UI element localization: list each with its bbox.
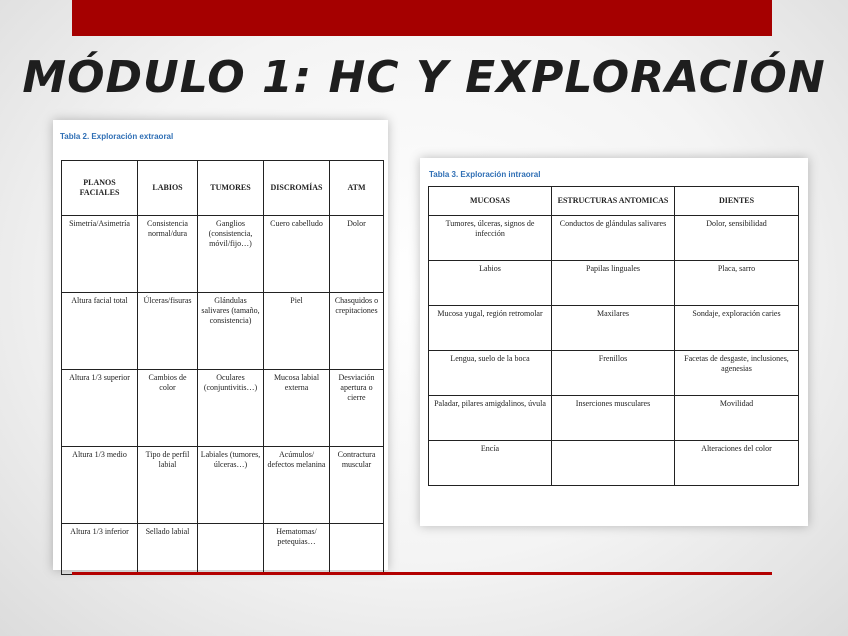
- table-cell: Úlceras/fisuras: [138, 293, 198, 370]
- intraoral-table: [428, 186, 799, 486]
- table-row: [62, 447, 384, 524]
- table-cell: [198, 524, 264, 575]
- table-cell: Altura 1/3 inferior: [62, 524, 138, 575]
- table-cell: Frenillos: [552, 351, 675, 396]
- table-cell: Tumores, úlceras, signos de infección: [429, 216, 552, 261]
- extraoral-caption: Tabla 2. Exploración extraoral: [60, 132, 174, 141]
- table-cell: Sondaje, exploración caries: [675, 306, 799, 351]
- table-cell: Oculares (conjuntivitis…): [198, 370, 264, 447]
- table-cell: Dolor, sensibilidad: [675, 216, 799, 261]
- table-row: [429, 306, 799, 351]
- table-cell: Altura 1/3 superior: [62, 370, 138, 447]
- table-row: [429, 351, 799, 396]
- table-cell: Hematomas/ petequias…: [264, 524, 330, 575]
- table-cell: Papilas linguales: [552, 261, 675, 306]
- table-cell: Sellado labial: [138, 524, 198, 575]
- table-cell: Acúmulos/ defectos melanina: [264, 447, 330, 524]
- table-cell: Mucosa labial externa: [264, 370, 330, 447]
- table-cell: Contractura muscular: [330, 447, 384, 524]
- table-cell: Cambios de color: [138, 370, 198, 447]
- table-header-row: [62, 161, 384, 216]
- column-header: DISCROMÍAS: [264, 161, 330, 216]
- table-cell: Chasquidos o crepitaciones: [330, 293, 384, 370]
- table-cell: Piel: [264, 293, 330, 370]
- table-cell: Desviación apertura o cierre: [330, 370, 384, 447]
- column-header: DIENTES: [675, 187, 799, 216]
- column-header: TUMORES: [198, 161, 264, 216]
- top-accent-bar: [72, 0, 772, 36]
- column-header: PLANOS FACIALES: [62, 161, 138, 216]
- table-cell: Glándulas salivares (tamaño, consistencia): [198, 293, 264, 370]
- table-cell: Consistencia normal/dura: [138, 216, 198, 293]
- column-header: ESTRUCTURAS ANTOMICAS: [552, 187, 675, 216]
- table-cell: Movilidad: [675, 396, 799, 441]
- table-row: [62, 293, 384, 370]
- table-cell: Tipo de perfil labial: [138, 447, 198, 524]
- extraoral-table: [61, 160, 384, 575]
- table-header-row: [429, 187, 799, 216]
- table-cell: Cuero cabelludo: [264, 216, 330, 293]
- intraoral-caption: Tabla 3. Exploración intraoral: [429, 170, 541, 179]
- column-header: ATM: [330, 161, 384, 216]
- table-cell: Facetas de desgaste, inclusiones, agenesias: [675, 351, 799, 396]
- table-cell: Encía: [429, 441, 552, 486]
- table-row: [62, 370, 384, 447]
- column-header: MUCOSAS: [429, 187, 552, 216]
- bottom-accent-line: [72, 572, 772, 575]
- intraoral-table-image: [420, 158, 808, 526]
- slide-title: MÓDULO 1: HC Y EXPLORACIÓN: [22, 52, 826, 103]
- table-row: [429, 261, 799, 306]
- table-cell: Maxilares: [552, 306, 675, 351]
- table-cell: Dolor: [330, 216, 384, 293]
- table-row: [62, 524, 384, 575]
- table-row: [429, 396, 799, 441]
- table-cell: Lengua, suelo de la boca: [429, 351, 552, 396]
- table-cell: [330, 524, 384, 575]
- extraoral-table-image: [53, 120, 388, 570]
- table-cell: Inserciones musculares: [552, 396, 675, 441]
- table-cell: Placa, sarro: [675, 261, 799, 306]
- table-cell: Mucosa yugal, región retromolar: [429, 306, 552, 351]
- column-header: LABIOS: [138, 161, 198, 216]
- table-row: [429, 216, 799, 261]
- table-row: [429, 441, 799, 486]
- table-cell: Altura 1/3 medio: [62, 447, 138, 524]
- table-cell: Altura facial total: [62, 293, 138, 370]
- table-cell: Paladar, pilares amigdalinos, úvula: [429, 396, 552, 441]
- table-cell: Labios: [429, 261, 552, 306]
- table-cell: Ganglios (consistencia, móvil/fijo…): [198, 216, 264, 293]
- table-cell: Conductos de glándulas salivares: [552, 216, 675, 261]
- table-cell: [552, 441, 675, 486]
- table-cell: Labiales (tumores, úlceras…): [198, 447, 264, 524]
- table-row: [62, 216, 384, 293]
- table-cell: Simetría/Asimetría: [62, 216, 138, 293]
- table-cell: Alteraciones del color: [675, 441, 799, 486]
